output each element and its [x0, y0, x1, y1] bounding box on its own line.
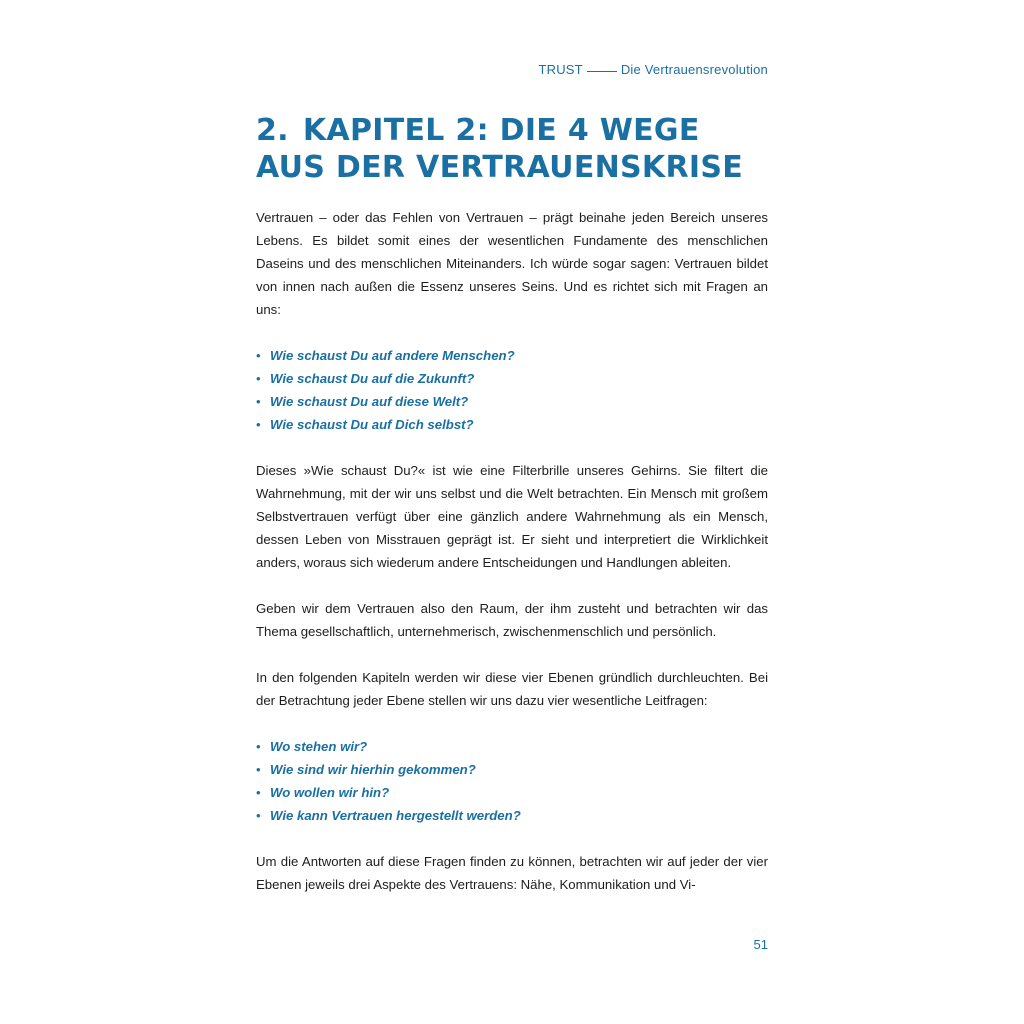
- bullet-icon: •: [256, 808, 261, 823]
- running-head-separator: [587, 71, 617, 72]
- paragraph: In den folgenden Kapiteln werden wir diese vier Ebenen gründlich durchleuchten. Bei der Betrachtung jeder Ebene stellen wir uns dazu vier wesentliche Leitfragen:: [256, 670, 768, 708]
- list-item: • Wo wollen wir hin?: [256, 781, 768, 804]
- book-page: [256, 0, 768, 1024]
- bullet-icon: •: [256, 371, 261, 386]
- list-item: • Wie schaust Du auf diese Welt?: [256, 390, 768, 413]
- chapter-number: 2.: [256, 113, 289, 148]
- chapter-title-text: KAPITEL 2: DIE 4 WEGE AUS DER VERTRAUENSKRISE: [256, 113, 744, 185]
- bullet-icon: •: [256, 762, 261, 777]
- paragraph: Geben wir dem Vertrauen also den Raum, der ihm zusteht und betrachten wir das Thema gesellschaftlich, unternehmerisch, zwischenmenschlich und persönlich.: [256, 601, 768, 639]
- paragraph: Vertrauen – oder das Fehlen von Vertrauen – prägt beinahe jeden Bereich unseres Lebens. Es bildet somit eines der wesentlichen Fundamente des menschlichen Daseins und des menschlichen Miteinanders. Ich würde sogar sagen: Vertrauen bildet von innen nach außen die Essenz unseres Seins. Und es richtet sich mit Fragen an uns:: [256, 210, 768, 317]
- paragraph: Um die Antworten auf diese Fragen finden zu können, betrachten wir auf jeder der vier Ebenen jeweils drei Aspekte des Vertrauens: Nähe, Kommunikation und Vi-: [256, 854, 768, 892]
- list-item: • Wie schaust Du auf Dich selbst?: [256, 413, 768, 436]
- list-item: • Wie schaust Du auf die Zukunft?: [256, 367, 768, 390]
- question-list-2: [256, 735, 768, 827]
- bullet-icon: •: [256, 417, 261, 432]
- paragraph: Dieses »Wie schaust Du?« ist wie eine Filterbrille unseres Gehirns. Sie filtert die Wahrnehmung, mit der wir uns selbst und die Welt betrachten. Ein Mensch mit großem Selbstvertrauen verfügt über eine gänzlich andere Wahrnehmung als ein Mensch, dessen Leben von Misstrauen geprägt ist. Er sieht und interpretiert die Wirklichkeit anders, woraus sich wiederum andere Entscheidungen und Handlungen ableiten.: [256, 463, 768, 570]
- running-head-title: Die Vertrauensrevolution: [620, 62, 768, 77]
- running-head-book: TRUST: [538, 62, 583, 77]
- bullet-icon: •: [256, 394, 261, 409]
- list-item: • Wie schaust Du auf andere Menschen?: [256, 344, 768, 367]
- bullet-icon: •: [256, 348, 261, 363]
- page-number: 51: [753, 937, 768, 952]
- bullet-icon: •: [256, 785, 261, 800]
- running-head: [538, 62, 768, 77]
- question-list-1: [256, 344, 768, 436]
- list-item: • Wie kann Vertrauen hergestellt werden?: [256, 804, 768, 827]
- bullet-icon: •: [256, 739, 261, 754]
- body-text: [256, 206, 768, 919]
- list-item: • Wo stehen wir?: [256, 735, 768, 758]
- chapter-title: [256, 112, 768, 186]
- list-item: • Wie sind wir hierhin gekommen?: [256, 758, 768, 781]
